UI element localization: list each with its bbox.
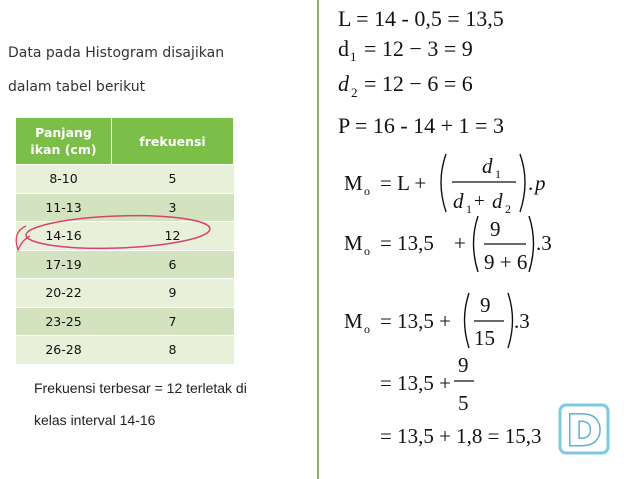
svg-text:= 13,5 +: = 13,5 + bbox=[380, 371, 451, 395]
svg-text:= 13,5: = 13,5 bbox=[380, 231, 434, 255]
frequency-cell: 7 bbox=[112, 307, 234, 336]
eq-mode-formula bbox=[344, 154, 546, 216]
answer-letter: D bbox=[566, 406, 602, 455]
svg-text:d: d bbox=[453, 189, 464, 213]
svg-text:d: d bbox=[492, 189, 503, 213]
svg-text:2: 2 bbox=[505, 202, 511, 216]
interval-cell: 8-10 bbox=[16, 165, 112, 194]
svg-text:9 + 6: 9 + 6 bbox=[484, 250, 528, 274]
note-line-2: kelas interval 14-16 bbox=[34, 412, 156, 428]
frequency-cell: 9 bbox=[112, 279, 234, 308]
svg-text:+: + bbox=[454, 231, 466, 255]
svg-text:1: 1 bbox=[350, 49, 357, 64]
header-frequency: frekuensi bbox=[112, 118, 234, 165]
frequency-cell: 5 bbox=[112, 165, 234, 194]
eq-d1-value: = 12 − 3 = 9 bbox=[364, 36, 473, 61]
eq-d2 bbox=[338, 71, 473, 100]
eq-lower-limit: L = 14 - 0,5 = 13,5 bbox=[338, 6, 504, 31]
svg-text:9: 9 bbox=[480, 293, 491, 317]
eq-interval-length: P = 16 - 14 + 1 = 3 bbox=[338, 113, 504, 138]
eq-d2-value: = 12 − 6 = 6 bbox=[364, 71, 473, 96]
svg-text:.3: .3 bbox=[536, 231, 552, 255]
svg-text:o: o bbox=[364, 184, 370, 198]
eq-mode-substitution-2 bbox=[344, 293, 530, 350]
svg-text:+: + bbox=[474, 191, 485, 212]
interval-cell: 11-13 bbox=[16, 193, 112, 222]
svg-text:M: M bbox=[344, 171, 363, 195]
intro-line-1: Data pada Histogram disajikan bbox=[8, 45, 225, 61]
eq-result: = 13,5 + 1,8 = 15,3 bbox=[380, 424, 542, 448]
eq-mode-substitution-1 bbox=[344, 216, 552, 274]
svg-text:d: d bbox=[338, 71, 349, 96]
interval-cell: 17-19 bbox=[16, 250, 112, 279]
header-length-line-2: ikan (cm) bbox=[30, 142, 97, 157]
svg-text:9: 9 bbox=[490, 217, 501, 241]
intro-line-2: dalam tabel berikut bbox=[8, 79, 146, 95]
svg-text:1: 1 bbox=[495, 167, 501, 181]
svg-text:= 13,5 +: = 13,5 + bbox=[380, 309, 451, 333]
interval-cell: 14-16 bbox=[16, 222, 112, 251]
svg-text:5: 5 bbox=[458, 391, 469, 415]
svg-text:15: 15 bbox=[474, 326, 495, 350]
interval-cell: 20-22 bbox=[16, 279, 112, 308]
svg-text:d: d bbox=[338, 36, 349, 61]
svg-text:p: p bbox=[535, 171, 546, 195]
svg-text:o: o bbox=[364, 244, 370, 258]
frequency-cell: 8 bbox=[112, 336, 234, 365]
svg-text:= L +: = L + bbox=[380, 171, 427, 195]
frequency-cell: 3 bbox=[112, 193, 234, 222]
interval-cell: 26-28 bbox=[16, 336, 112, 365]
eq-d1 bbox=[338, 36, 473, 64]
svg-text:o: o bbox=[364, 322, 370, 336]
note-line-1: Frekuensi terbesar = 12 terletak di bbox=[34, 380, 247, 396]
frequency-cell: 12 bbox=[112, 222, 234, 251]
svg-text:M: M bbox=[344, 231, 363, 255]
svg-text:9: 9 bbox=[458, 353, 469, 377]
svg-text:M: M bbox=[344, 309, 363, 333]
answer-badge bbox=[558, 403, 610, 455]
svg-text:.: . bbox=[528, 171, 534, 195]
frequency-cell: 6 bbox=[112, 250, 234, 279]
svg-text:d: d bbox=[482, 154, 493, 178]
svg-text:1: 1 bbox=[466, 202, 472, 216]
header-length-line-1: Panjang bbox=[35, 125, 92, 140]
svg-text:.3: .3 bbox=[514, 309, 530, 333]
eq-mode-substitution-3 bbox=[380, 353, 474, 415]
interval-cell: 23-25 bbox=[16, 307, 112, 336]
svg-text:2: 2 bbox=[351, 85, 358, 100]
